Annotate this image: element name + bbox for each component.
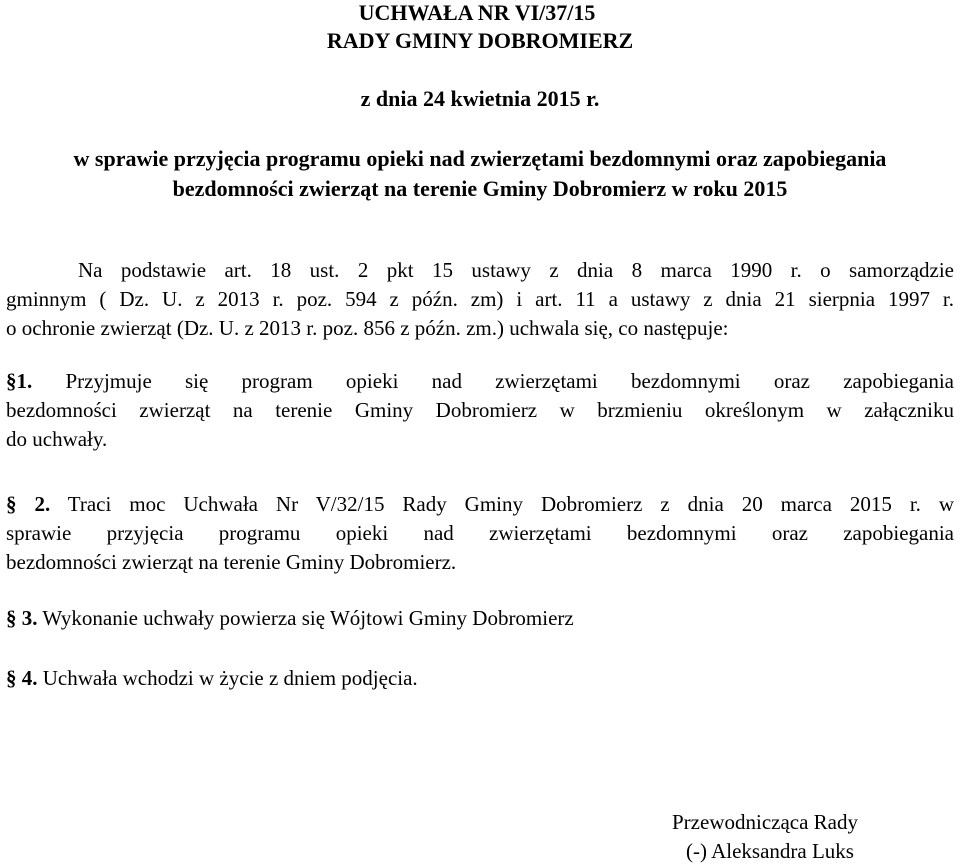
council-name: RADY GMINY DOBROMIERZ	[326, 28, 634, 53]
section-2	[6, 490, 954, 577]
legal-basis-line: gminnym ( Dz. U. z 2013 r. poz. 594 z późn. zm) i art. 11 a ustawy z dnia 21 sierpnia 1997 r.	[6, 287, 954, 311]
subject-line: bezdomności zwierząt na terenie Gminy Dobromierz w roku 2015	[172, 176, 788, 201]
section-3-line	[6, 604, 954, 633]
section-number: §1.	[6, 369, 33, 393]
section-text: Przyjmuje się program opieki nad zwierzętami bezdomnymi oraz zapobiegania	[32, 369, 954, 393]
signature-role: Przewodnicząca Rady	[672, 810, 858, 834]
section-text: Uchwała wchodzi w życie z dniem podjęcia.	[37, 666, 418, 690]
resolution-date: z dnia 24 kwietnia 2015 r.	[360, 86, 600, 111]
section-1-line	[6, 367, 954, 396]
section-text: Traci moc Uchwała Nr V/32/15 Rady Gminy Dobromierz z dnia 20 marca 2015 r. w	[50, 492, 955, 516]
section-1-line: bezdomności zwierząt na terenie Gminy Dobromierz w brzmieniu określonym w załączniku	[6, 398, 954, 422]
section-1-line: do uchwały.	[6, 427, 108, 451]
section-2-line: bezdomności zwierząt na terenie Gminy Dobromierz.	[6, 550, 457, 574]
section-2-line	[6, 490, 954, 519]
section-number: § 3.	[6, 606, 38, 630]
section-4	[6, 664, 954, 693]
section-1	[6, 367, 954, 454]
section-4-line	[6, 664, 954, 693]
section-number: § 4.	[6, 666, 38, 690]
legal-basis-line: o ochronie zwierząt (Dz. U. z 2013 r. poz. 856 z późn. zm.) uchwala się, co następuje:	[6, 316, 729, 340]
legal-basis-paragraph	[6, 256, 954, 343]
resolution-number: UCHWAŁA NR VI/37/15	[358, 0, 596, 25]
signature-name: (-) Aleksandra Luks	[686, 839, 854, 863]
section-2-line: sprawie przyjęcia programu opieki nad zwierzętami bezdomnymi oraz zapobiegania	[6, 521, 954, 545]
subject-line: w sprawie przyjęcia programu opieki nad zwierzętami bezdomnymi oraz zapobiegania	[73, 146, 887, 171]
legal-basis-line: Na podstawie art. 18 ust. 2 pkt 15 ustawy z dnia 8 marca 1990 r. o samorządzie	[78, 258, 954, 282]
resolution-subject	[0, 144, 960, 204]
section-text: Wykonanie uchwały powierza się Wójtowi Gminy Dobromierz	[37, 606, 574, 630]
section-number: § 2.	[6, 492, 51, 516]
section-3	[6, 604, 954, 633]
